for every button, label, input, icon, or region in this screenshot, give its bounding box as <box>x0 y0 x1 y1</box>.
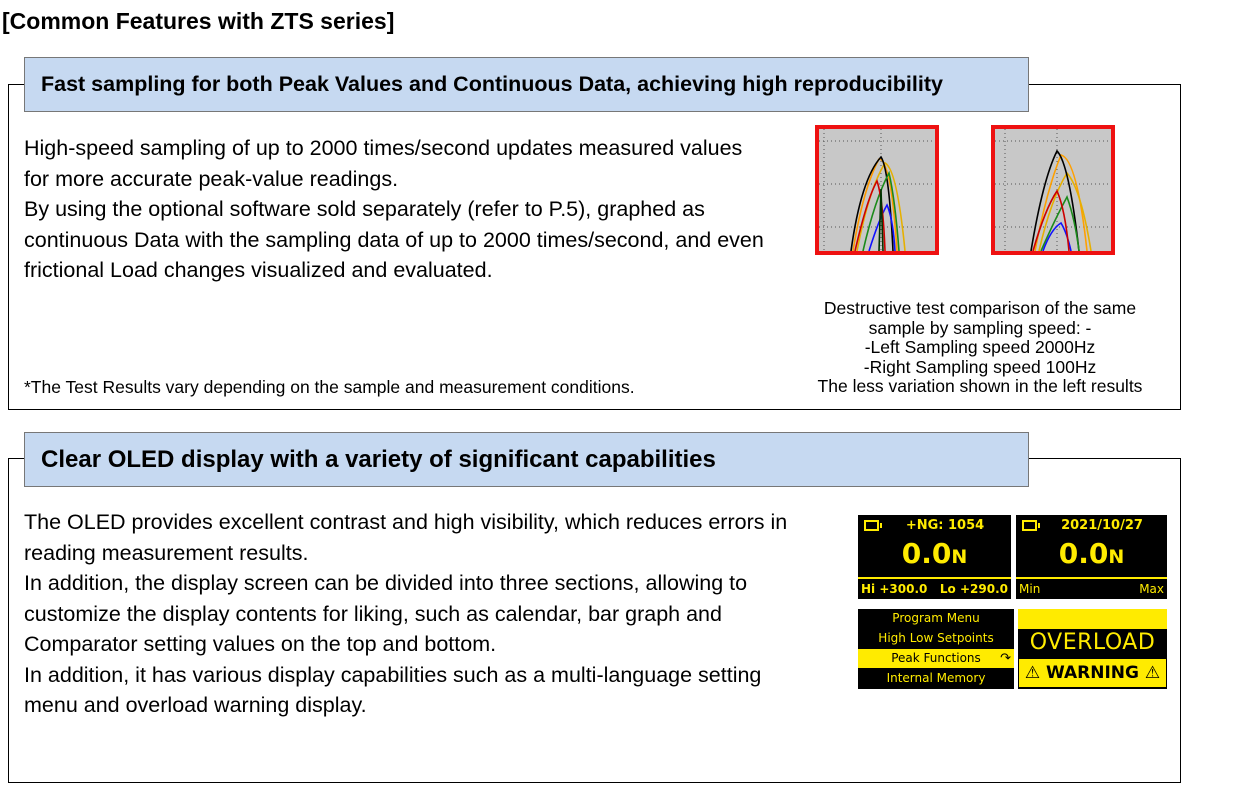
caption-line: -Left Sampling speed 2000Hz <box>864 337 1096 357</box>
reading-value: 0.0 <box>901 537 952 570</box>
bar-max-label: Max <box>1139 582 1164 596</box>
section-oled-display-title: Clear OLED display with a variety of significant capabilities <box>24 432 1029 487</box>
oled-status-bar <box>1016 515 1167 535</box>
paragraph: In addition, it has various display capabilities such as a multi-language setting menu and overload warning display. <box>24 662 762 717</box>
oled-setpoints <box>858 577 1011 599</box>
menu-item-high-low-setpoints: High Low Setpoints <box>858 629 1014 648</box>
menu-item-program-menu: Program Menu <box>858 609 1014 628</box>
menu-item-internal-memory: Internal Memory <box>858 669 1014 688</box>
overload-top-bar <box>1018 609 1167 629</box>
hi-setpoint: Hi +300.0 <box>861 582 928 596</box>
battery-icon <box>864 520 879 531</box>
oled-screen-calendar <box>1016 515 1167 599</box>
reading-value: 0.0 <box>1058 537 1109 570</box>
oled-reading <box>1016 537 1167 570</box>
oled-bar-graph <box>1016 577 1167 599</box>
caption-line: The less variation shown in the left results <box>817 376 1143 396</box>
warning-banner <box>1019 659 1166 687</box>
warning-triangle-icon: ⚠ <box>1024 663 1041 683</box>
section-fast-sampling-text <box>24 133 764 286</box>
reading-unit: N <box>1108 546 1125 568</box>
bar-min-label: Min <box>1019 582 1041 596</box>
menu-item-peak-functions <box>858 649 1014 668</box>
oled-screen-comparator <box>858 515 1011 599</box>
date-display: 2021/10/27 <box>1061 517 1143 533</box>
oled-reading <box>858 537 1011 570</box>
caption-line: Destructive test comparison of the same <box>823 298 1137 318</box>
paragraph: The OLED provides excellent contrast and high visibility, which reduces errors in reading measurement results. <box>24 510 788 565</box>
overload-text: OVERLOAD <box>1029 630 1156 655</box>
oled-overload-screen <box>1018 609 1167 689</box>
paragraph: In addition, the display screen can be divided into three sections, allowing to customize the display contents for liking, such as calendar, bar graph and Comparator setting values on the top and bottom. <box>24 571 748 656</box>
graph-caption <box>790 299 1170 397</box>
ng-count: +NG: 1054 <box>905 517 985 533</box>
caption-line: sample by sampling speed: - <box>868 317 1092 338</box>
results-note: *The Test Results vary depending on the sample and measurement conditions. <box>24 377 635 397</box>
warning-text: WARNING <box>1046 663 1139 683</box>
oled-menu-screen <box>858 609 1014 689</box>
warning-triangle-icon: ⚠ <box>1144 663 1161 683</box>
paragraph: High-speed sampling of up to 2000 times/second updates measured values for more accurate peak-value readings. <box>24 136 743 191</box>
section-oled-display-text <box>24 507 794 721</box>
oled-status-bar <box>858 515 1011 535</box>
battery-icon <box>1022 520 1037 531</box>
page-heading: [Common Features with ZTS series] <box>2 8 395 34</box>
sampling-graph-left-svg <box>819 129 935 251</box>
reading-unit: N <box>951 546 968 568</box>
return-arrow-icon: ↷ <box>1000 651 1011 666</box>
caption-line: -Right Sampling speed 100Hz <box>863 356 1097 377</box>
paragraph: By using the optional software sold separately (refer to P.5), graphed as continuous Data with the sampling data of up to 2000 times/second, and even frictional Load changes visualized and evaluated. <box>24 197 764 282</box>
graph-sampling-100hz <box>991 125 1115 255</box>
sampling-graph-right-svg <box>995 129 1111 251</box>
graph-sampling-2000hz <box>815 125 939 255</box>
lo-setpoint: Lo +290.0 <box>939 582 1008 596</box>
menu-item-label: Peak Functions <box>891 651 981 665</box>
section-fast-sampling-title: Fast sampling for both Peak Values and Continuous Data, achieving high reproducibility <box>24 57 1029 112</box>
